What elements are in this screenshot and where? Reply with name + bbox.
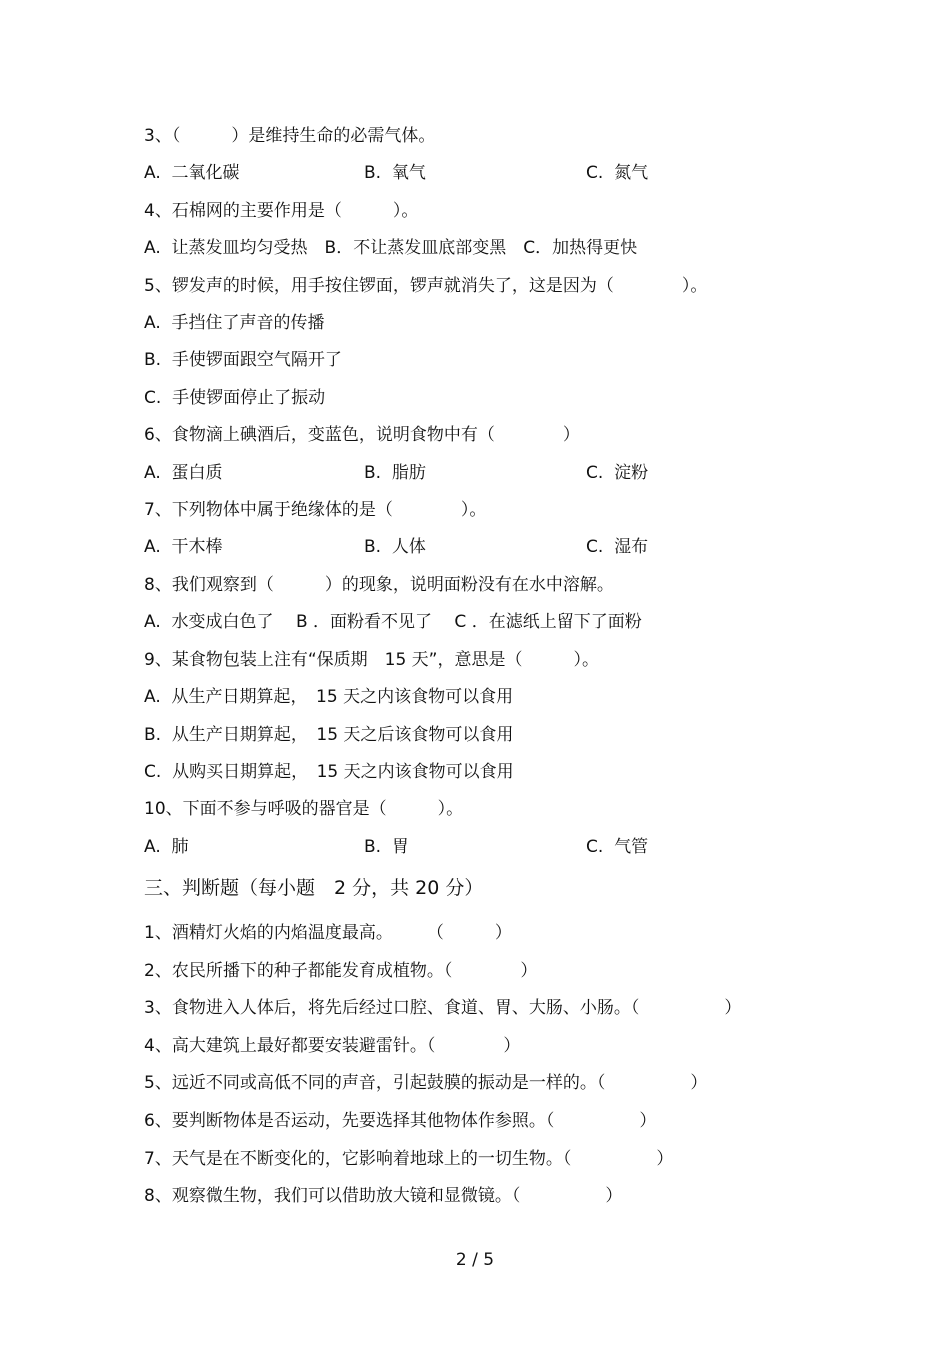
judge-item-1: 1、酒精灯火焰的内焰温度最高。 （ ） [144,923,512,943]
q7-option-b: B. 人体 [364,537,426,557]
question-10: 10、下面不参与呼吸的器官是（ ）。 [144,799,464,819]
q10-option-a: A. 肺 [144,837,189,857]
question-7: 7、下列物体中属于绝缘体的是（ ）。 [144,500,487,520]
judge-item-2: 2、农民所播下的种子都能发育成植物。（ ） [144,961,538,981]
judge-item-5: 5、远近不同或高低不同的声音，引起鼓膜的振动是一样的。（ ） [144,1073,708,1093]
question-6: 6、食物滴上碘酒后，变蓝色，说明食物中有（ ） [144,425,580,445]
question-8: 8、我们观察到（ ）的现象，说明面粉没有在水中溶解。 [144,575,614,595]
q7-option-a: A. 干木棒 [144,537,223,557]
q5-option-b: B. 手使锣面跟空气隔开了 [144,350,342,370]
q6-option-b: B. 脂肪 [364,463,426,483]
q5-option-c: C. 手使锣面停止了振动 [144,388,326,408]
judge-item-3: 3、食物进入人体后，将先后经过口腔、食道、胃、大肠、小肠。（ ） [144,998,742,1018]
judge-item-8: 8、观察微生物，我们可以借助放大镜和显微镜。（ ） [144,1186,623,1206]
page-number: 2 / 5 [455,1250,495,1270]
q10-option-b: B. 胃 [364,837,409,857]
q8-options: A. 水变成白色了 B ．面粉看不见了 C ．在滤纸上留下了面粉 [144,612,642,632]
q5-option-a: A. 手挡住了声音的传播 [144,313,325,333]
question-4: 4、石棉网的主要作用是（ ）。 [144,201,419,221]
q7-option-c: C. 湿布 [586,537,649,557]
q3-option-b: B. 氧气 [364,163,426,183]
judge-item-4: 4、高大建筑上最好都要安装避雷针。（ ） [144,1036,521,1056]
judge-item-7: 7、天气是在不断变化的，它影响着地球上的一切生物。（ ） [144,1149,674,1169]
q6-option-a: A. 蛋白质 [144,463,223,483]
question-9: 9、某食物包装上注有“保质期 15 天”，意思是（ ）。 [144,650,599,670]
q6-option-c: C. 淀粉 [586,463,649,483]
q9-option-b: B. 从生产日期算起， 15 天之后该食物可以食用 [144,725,514,745]
q9-option-a: A. 从生产日期算起， 15 天之内该食物可以食用 [144,687,514,707]
q3-option-a: A. 二氧化碳 [144,163,240,183]
judge-item-6: 6、要判断物体是否运动，先要选择其他物体作参照。（ ） [144,1111,657,1131]
q9-option-c: C. 从购买日期算起， 15 天之内该食物可以食用 [144,762,514,782]
q3-option-c: C. 氮气 [586,163,649,183]
section-3-heading: 三、判断题（每小题 2 分，共 20 分） [144,877,484,899]
question-3: 3、（ ）是维持生命的必需气体。 [144,126,436,146]
q4-options: A. 让蒸发皿均匀受热 B．不让蒸发皿底部变黑 C．加热得更快 [144,238,638,258]
q10-option-c: C. 气管 [586,837,649,857]
question-5: 5、锣发声的时候，用手按住锣面，锣声就消失了，这是因为（ ）。 [144,276,708,296]
